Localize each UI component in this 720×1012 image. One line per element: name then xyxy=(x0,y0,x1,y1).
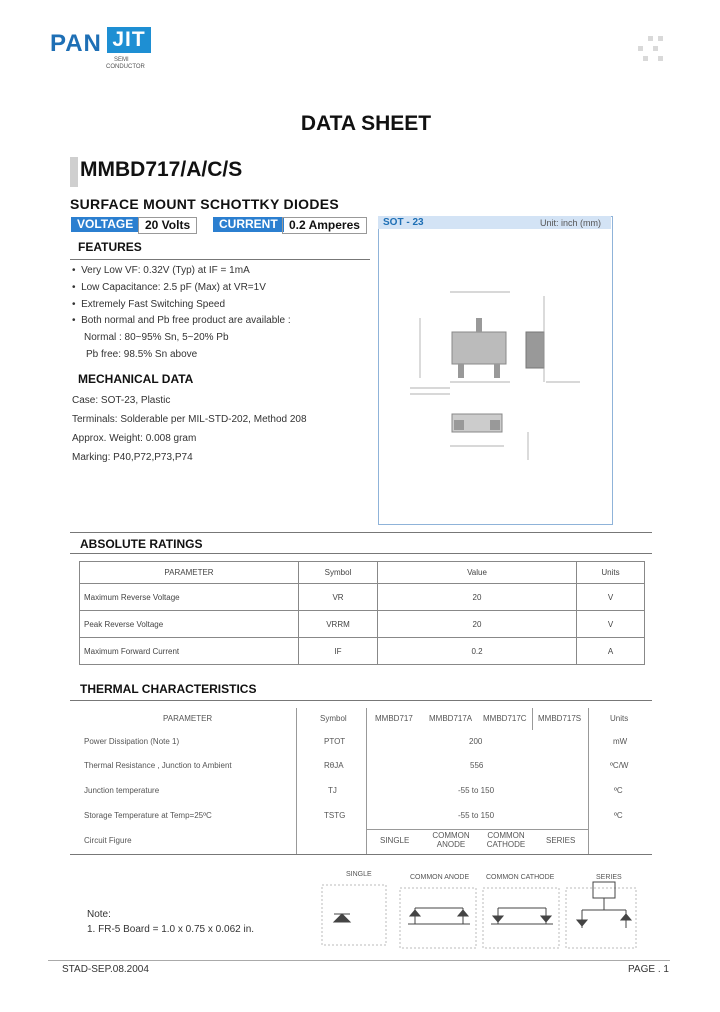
features-list xyxy=(72,263,291,364)
page-title: DATA SHEET xyxy=(300,112,432,135)
header-cell: PARAMETER xyxy=(80,562,299,584)
table-cell: 0.2 xyxy=(378,638,577,665)
package-unit: Unit: inch (mm) xyxy=(540,218,602,228)
thermal-divider xyxy=(70,700,652,701)
thermal-col-divider xyxy=(366,708,367,854)
feature-item: • Very Low VF: 0.32V (Typ) at IF = 1mA xyxy=(72,265,250,276)
mechanical-item: Terminals: Solderable per MIL-STD-202, Method 208 xyxy=(72,414,307,425)
thermal-cell: COMMON CATHODE xyxy=(486,831,526,849)
thermal-header: MMBD717S xyxy=(538,714,582,723)
thermal-cell: Power Dissipation (Note 1) xyxy=(84,737,180,746)
table-cell: Peak Reverse Voltage xyxy=(80,611,299,638)
thermal-bottom-divider xyxy=(70,854,652,855)
features-title: FEATURES xyxy=(78,240,142,254)
thermal-cell: ºC xyxy=(614,811,623,820)
thermal-row-divider xyxy=(366,829,588,830)
thermal-cell: SERIES xyxy=(546,836,576,845)
part-number: MMBD717/A/C/S xyxy=(80,158,243,181)
thermal-cell: 200 xyxy=(469,737,483,746)
logo-sub-line2: CONDUCTOR xyxy=(106,64,145,70)
product-subtitle: SURFACE MOUNT SCHOTTKY DIODES xyxy=(70,196,340,212)
header-cell: Symbol xyxy=(299,562,378,584)
circuit-label-single: SINGLE xyxy=(346,871,372,878)
feature-item: • Extremely Fast Switching Speed xyxy=(72,298,226,310)
thermal-cell: Storage Temperature at Temp=25ºC xyxy=(84,811,212,820)
circuit-diagrams xyxy=(320,880,640,955)
thermal-cell: Junction temperature xyxy=(84,786,160,795)
current-value: 0.2 Amperes xyxy=(282,217,367,234)
table-cell: IF xyxy=(299,638,378,665)
thermal-col-divider xyxy=(532,708,533,730)
thermal-cell: TSTG xyxy=(324,811,346,820)
thermal-cell: TJ xyxy=(328,786,337,795)
package-outline-drawing xyxy=(380,232,610,522)
mechanical-item: Approx. Weight: 0.008 gram xyxy=(72,433,197,444)
mechanical-item: Marking: P40,P72,P73,P74 xyxy=(72,452,193,463)
voltage-label: VOLTAGE xyxy=(71,217,139,232)
circuit-label-series: SERIES xyxy=(596,874,622,881)
ratings-divider-bottom xyxy=(70,553,652,554)
table-row xyxy=(80,611,645,638)
circuit-label-common-cathode: COMMON CATHODE xyxy=(486,874,555,881)
thermal-cell: -55 to 150 xyxy=(458,811,495,820)
package-label: SOT - 23 xyxy=(383,217,424,228)
part-number-marker xyxy=(70,157,78,187)
thermal-header: MMBD717 xyxy=(375,714,413,723)
feature-normal: Normal : 80~95% Sn, 5~20% Pb xyxy=(84,332,229,344)
thermal-cell: Circuit Figure xyxy=(84,836,132,845)
absolute-ratings-title: ABSOLUTE RATINGS xyxy=(80,537,203,551)
absolute-ratings-table xyxy=(79,561,645,665)
table-cell: VR xyxy=(299,584,378,611)
note-title: Note: xyxy=(87,909,111,920)
thermal-header: Symbol xyxy=(320,714,347,723)
footer-date: STAD-SEP.08.2004 xyxy=(62,964,149,975)
thermal-cell: PTOT xyxy=(324,737,346,746)
feature-pbfree: Pb free: 98.5% Sn above xyxy=(86,348,198,360)
logo-subtitle xyxy=(106,57,145,71)
circuit-label-common-anode: COMMON ANODE xyxy=(410,874,470,881)
table-cell: 20 xyxy=(378,611,577,638)
table-row xyxy=(80,638,645,665)
header-cell: Units xyxy=(577,562,645,584)
thermal-header: MMBD717A xyxy=(429,714,473,723)
thermal-cell: -55 to 150 xyxy=(458,786,495,795)
mechanical-item: Case: SOT-23, Plastic xyxy=(72,395,171,406)
voltage-value: 20 Volts xyxy=(138,217,197,234)
table-cell: VRRM xyxy=(299,611,378,638)
thermal-header: MMBD717C xyxy=(483,714,527,723)
table-cell: V xyxy=(577,611,645,638)
mechanical-title: MECHANICAL DATA xyxy=(78,372,194,386)
table-header-row xyxy=(80,562,645,584)
ratings-divider xyxy=(70,532,652,533)
logo-jit: JIT xyxy=(107,27,151,53)
features-divider xyxy=(70,259,370,260)
thermal-cell: SINGLE xyxy=(380,836,410,845)
header-cell: Value xyxy=(378,562,577,584)
page-number: PAGE . 1 xyxy=(628,964,669,975)
thermal-title: THERMAL CHARACTERISTICS xyxy=(80,682,257,696)
thermal-header: PARAMETER xyxy=(163,714,213,723)
mechanical-list xyxy=(72,391,307,467)
feature-item: • Both normal and Pb free product are available : xyxy=(72,315,291,327)
thermal-col-divider xyxy=(588,708,589,854)
table-cell: A xyxy=(577,638,645,665)
table-cell: Maximum Reverse Voltage xyxy=(80,584,299,611)
thermal-cell: ºC/W xyxy=(610,761,629,770)
corner-dots-decoration xyxy=(638,36,668,66)
thermal-col-divider xyxy=(296,708,297,854)
thermal-cell: mW xyxy=(613,737,628,746)
thermal-header: Units xyxy=(610,714,629,723)
feature-item: • Low Capacitance: 2.5 pF (Max) at VR=1V xyxy=(72,281,266,293)
thermal-cell: ºC xyxy=(614,786,623,795)
current-label: CURRENT xyxy=(213,217,284,232)
table-cell: V xyxy=(577,584,645,611)
thermal-cell: RθJA xyxy=(324,761,344,770)
thermal-cell: Thermal Resistance , Junction to Ambient xyxy=(84,761,232,770)
logo-pan: PAN xyxy=(50,30,102,57)
thermal-cell: 556 xyxy=(470,761,484,770)
footer-divider xyxy=(48,960,670,961)
table-row xyxy=(80,584,645,611)
logo-sub-line1: SEMI xyxy=(114,57,129,63)
table-cell: 20 xyxy=(378,584,577,611)
table-cell: Maximum Forward Current xyxy=(80,638,299,665)
note-text: 1. FR-5 Board = 1.0 x 0.75 x 0.062 in. xyxy=(87,924,255,935)
thermal-cell: COMMON ANODE xyxy=(432,831,470,849)
